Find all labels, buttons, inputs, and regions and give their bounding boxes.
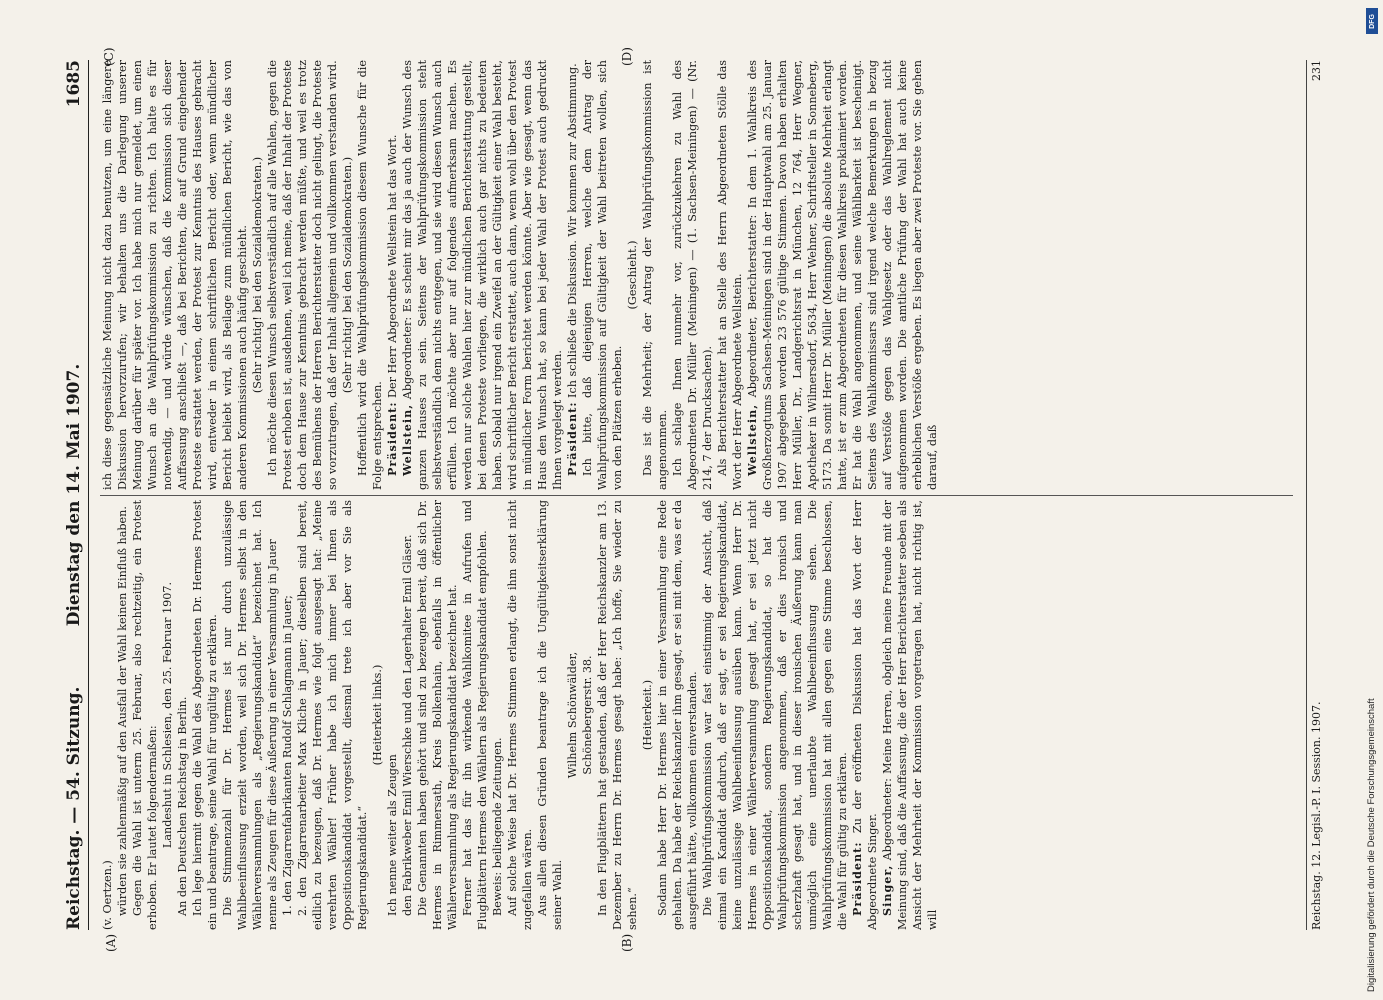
footer-signature: 231 (1310, 60, 1323, 81)
page-number: 1685 (64, 60, 84, 108)
header-left: Reichstag. — 54. Sitzung. (64, 686, 84, 930)
margin-marker-d: (D) (620, 47, 634, 66)
paragraph: Ferner hat das für ihn wirkende Wahlkomitee in Aufrufen und Flugblättern Hermes den Wählern als Regierungskandidat empfohlen. (461, 500, 489, 930)
paragraph: Wilhelm Schönwälder, (566, 651, 579, 779)
paragraph: Wellstein, Abgeordneter, Berichterstatter: In dem 1. Wahlkreis des Großherzogtums Sachsen-Meiningen sind in der Hauptwahl am 25. Januar 1907 abgegeben worden 23 576 gültige Stimmen. Davon haben erhalten Herr Müller, Dr., Landgerichtsrat in München, 12 764, Herr Wegner, Apotheker in Wilmersdorf, 5634, Herr Wehner, Schriftsteller in Sonneberg, 5173. Da somit Herr Dr. Müller (Meiningen) die absolute Mehrheit erlangt hatte, ist er zum Abgeordneten für diesen Wahlkreis proklamiert worden. Er hat die Wahl angenommen, und seine Wählbarkeit ist bescheinigt. Seitens des Wahlkommissars sind irgend welche Bemerkungen in bezug auf Verstöße gegen das Wahlgesetz oder das Wahlreglement nicht aufgenommen worden. Die amtliche Prüfung der Wahl hat auch keine erheblichen Verstöße ergeben. Es liegen aber zwei Proteste vor. Sie gehen darauf, daß (745, 60, 939, 490)
paragraph: Die Genannten haben gehört und sind zu bezeugen bereit, daß sich Dr. Hermes in Rimmersath, Kreis Bolkenhain, ebenfalls in öffentlicher Wählerversammlung als Regierungskandidat bezeichnet hat. (416, 500, 459, 930)
right-column (100, 60, 1293, 490)
paragraph: Ich schlage Ihnen nunmehr vor, zurückzukehren zu Wahl des Abgeordneten Dr. Müller (Meiningen) — (1. Sachsen-Meiningen) — (Nr. 214, 7 der Drucksachen). (671, 60, 714, 490)
paragraph: Ich nenne weiter als Zeugen (386, 754, 399, 916)
paragraph: (Sehr richtig! bei den Sozialdemokraten.) (251, 156, 264, 394)
paragraph: An den Deutschen Reichstag in Berlin. (176, 696, 189, 916)
paragraph: In den Flugblättern hat gestanden, daß der Herr Reichskanzler am 13. Dezember zu Herrn Dr. Hermes gesagt habe: „Ich hoffe, Sie wieder zu sehen.“ (596, 500, 639, 930)
paragraph: Sodann habe Herr Dr. Hermes hier in einer Versammlung eine Rede gehalten. Da habe der Reichskanzler ihm gesagt, er sei mit dem, was er da ausgeführt hätte, vollkommen einverstanden. (656, 500, 699, 930)
speaker-name: Wellstein, (745, 403, 759, 476)
paragraph: Beweis: beiliegende Zeitungen. (491, 737, 504, 916)
paragraph: würden sie zahlenmäßig auf den Ausfall der Wahl keinen Einfluß haben. (116, 506, 129, 916)
paragraph: Die Wahlprüfungskommission war fast einstimmig der Ansicht, daß einmal ein Kandidat dadurch, daß er sagt, er sei Regierungskandidat, keine unzulässige Wahlbeeinflussung ausüben kann. Wenn Herr Dr. Hermes in einer Wählerversammlung gesagt hat, er sei jetzt nicht Oppositionskandidat, sondern Regierungskandidat, so hat die Wahlprüfungskommission angenommen, daß er dies ironisch und scherzhaft gesagt hat, und in dieser ironischen Äußerung kann man unmöglich eine unerlaubte Wahlbeeinflussung sehen. Die Wahlprüfungskommission hat mit allen gegen eine Stimme beschlossen, die Wahl für gültig zu erklären. (701, 500, 849, 930)
digitization-credit (1364, 8, 1380, 992)
header-date: Dienstag den 14. Mai 1907. (64, 363, 84, 627)
paragraph: Die Stimmenzahl für Dr. Hermes ist nur durch unzulässige Wahlbeeinflussung erzielt worden, weil sich Dr. Hermes selbst in den Wählerversammlungen als „Regierungskandidat“ bezeichnet hat. Ich nenne als Zeugen für diese Äußerung in einer Versammlung in Jauer (221, 500, 279, 930)
paragraph: 2. den Zigarrenarbeiter Max Kliche in Jauer; dieselben sind bereit, eidlich zu bezeugen, daß Dr. Hermes wie folgt ausgesagt hat: „Meine verehrten Wähler! Früher habe ich mich immer bei Ihnen als Oppositionskandidat vorgestellt, diesmal trete ich aber vor Sie als Regierungskandidat.“ (296, 500, 369, 930)
paragraph: Präsident: Ich schließe die Diskussion. Wir kommen zur Abstimmung. (565, 63, 579, 476)
margin-marker-c: (C) (102, 47, 116, 66)
footer-session: Reichstag. 12. Legisl.-P. I. Session. 1907. (1310, 701, 1323, 930)
paragraph: Gegen die Wahl ist unterm 25. Februar, also rechtzeitig, ein Protest erhoben. Er lautet folgendermaßen: (131, 500, 159, 930)
paragraph: 1. den Zigarrenfabrikanten Rudolf Schlagmann in Jauer; (281, 595, 294, 916)
page-header (60, 60, 89, 930)
margin-marker-a: (A) (104, 933, 118, 952)
paragraph: Als Berichterstatter hat an Stelle des Herrn Abgeordneten Stölle das Wort der Herr Abgeordnete Wellstein. (716, 60, 744, 490)
paragraph: Ich lege hiermit gegen die Wahl des Abgeordneten Dr. Hermes Protest ein und beantrage, seine Wahl für ungültig zu erklären. (191, 500, 219, 930)
paragraph: Präsident: Zu der eröffneten Diskussion hat das Wort der Herr Abgeordnete Singer. (850, 500, 879, 930)
paragraph: (v. Oertzen.) (101, 860, 114, 930)
speaker-name: Präsident: (385, 401, 399, 476)
speaker-name: Wellstein, (400, 403, 414, 476)
column-divider (100, 495, 1293, 496)
paragraph: den Fabrikweber Emil Wierschke und den Lagerhalter Emil Gläser. (401, 534, 414, 916)
paragraph: (Sehr richtig! bei den Sozialdemokraten.) (341, 156, 354, 394)
speaker-name: Präsident: (565, 401, 579, 476)
margin-marker-b: (B) (620, 933, 634, 952)
paragraph: (Heiterkeit links.) (371, 664, 384, 766)
paragraph: ich diese gegensätzliche Meinung nicht dazu benutzen, um eine längere Diskussion hervorzurufen; wir behalten uns die Darlegung unserer Meinung darüber für später vor. Ich habe mich nur gemeldet, um einen Wunsch an die Wahlprüfungskommission zu richten. Ich halte es für notwendig, — und würde wünschen, daß die Kommission sich dieser Auffassung anschließt —, daß bei Berichten, die auf Grund eingehender Proteste erstattet werden, der Protest zur Kenntnis des Hauses gebracht wird, entweder in einem schriftlichen Bericht oder, wenn mündlicher Bericht beliebt wird, als Beilage zum mündlichen Bericht, wie das von anderen Kommissionen auch häufig geschieht. (101, 60, 249, 490)
left-column (100, 500, 1293, 930)
page-footer (1306, 60, 1323, 930)
paragraph: Wellstein, Abgeordneter: Es scheint mir das ja auch der Wunsch des ganzen Hauses zu sein. Seitens der Wahlprüfungskommission steht selbstverständlich dem nichts entgegen, und sie wird diesen Wunsch auch erfüllen. Ich möchte aber nur auf folgendes aufmerksam machen. Es werden nur solche Wahlen hier zur mündlichen Berichterstattung gestellt, bei denen Proteste vorliegen, die wirklich auch gar nichts zu bedeuten haben. Sobald nur irgend ein Zweifel an der Gültigkeit einer Wahl besteht, wird schriftlicher Bericht erstattet, auch dann, wenn wohl über den Protest in mündlicher Form berichtet werden könnte. Aber wie gesagt, wenn das Haus den Wunsch hat, so kann bei jeder Wahl der Protest auch gedruckt Ihnen vorgelegt werden. (400, 60, 564, 490)
paragraph: Landeshut in Schlesien, den 25. Februar 1907. (161, 581, 174, 849)
paragraph: Auf solche Weise hat Dr. Hermes Stimmen erlangt, die ihm sonst nicht zugefallen wären. (506, 500, 534, 930)
paragraph: Schönebergerstr. 38. (581, 655, 594, 775)
paragraph: (Geschieht.) (626, 240, 639, 310)
dfg-logo (1366, 8, 1378, 34)
paragraph: Ich möchte diesen Wunsch selbstverständlich auf alle Wahlen, gegen die Protest erhoben ist, ausdehnen, weil ich meine, daß der Inhalt der Proteste doch dem Hause zur Kenntnis gebracht werden müßte, und weil es trotz des Bemühens der Herren Berichterstatter doch nicht gelingt, die Proteste so vorzutragen, daß der Inhalt allgemein und vollkommen verstanden wird. (266, 60, 339, 490)
paragraph: Präsident: Der Herr Abgeordnete Wellstein hat das Wort. (385, 134, 399, 476)
paragraph: Singer, Abgeordneter: Meine Herren, obgleich meine Freunde mit der Meinung sind, daß die Auffassung, die der Herr Berichterstatter soeben als Ansicht der Mehrheit der Kommission vorgetragen hat, nicht richtig ist, will (880, 500, 939, 930)
speaker-name: Präsident: (850, 841, 864, 916)
paragraph: Das ist die Mehrheit; der Antrag der Wahlprüfungskommission ist angenommen. (641, 60, 669, 490)
paragraph: Ich bitte, daß diejenigen Herren, welche dem Antrag der Wahlprüfungskommission auf Gültigkeit der Wahl beitreten wollen, sich von den Plätzen erheben. (581, 60, 624, 490)
paragraph: Hoffentlich wird die Wahlprüfungskommission diesem Wunsche für die Folge entsprechen. (356, 60, 384, 490)
speaker-name: Singer, (880, 864, 894, 916)
credit-text: Digitalisierung gefördert durch die Deutsche Forschungsgemeinschaft (1366, 698, 1377, 992)
paragraph: Aus allen diesen Gründen beantrage ich die Ungültigkeitserklärung seiner Wahl. (536, 500, 564, 930)
paragraph: (Heiterkeit.) (641, 679, 654, 751)
dfg-logo-text: DFG (1368, 13, 1376, 29)
